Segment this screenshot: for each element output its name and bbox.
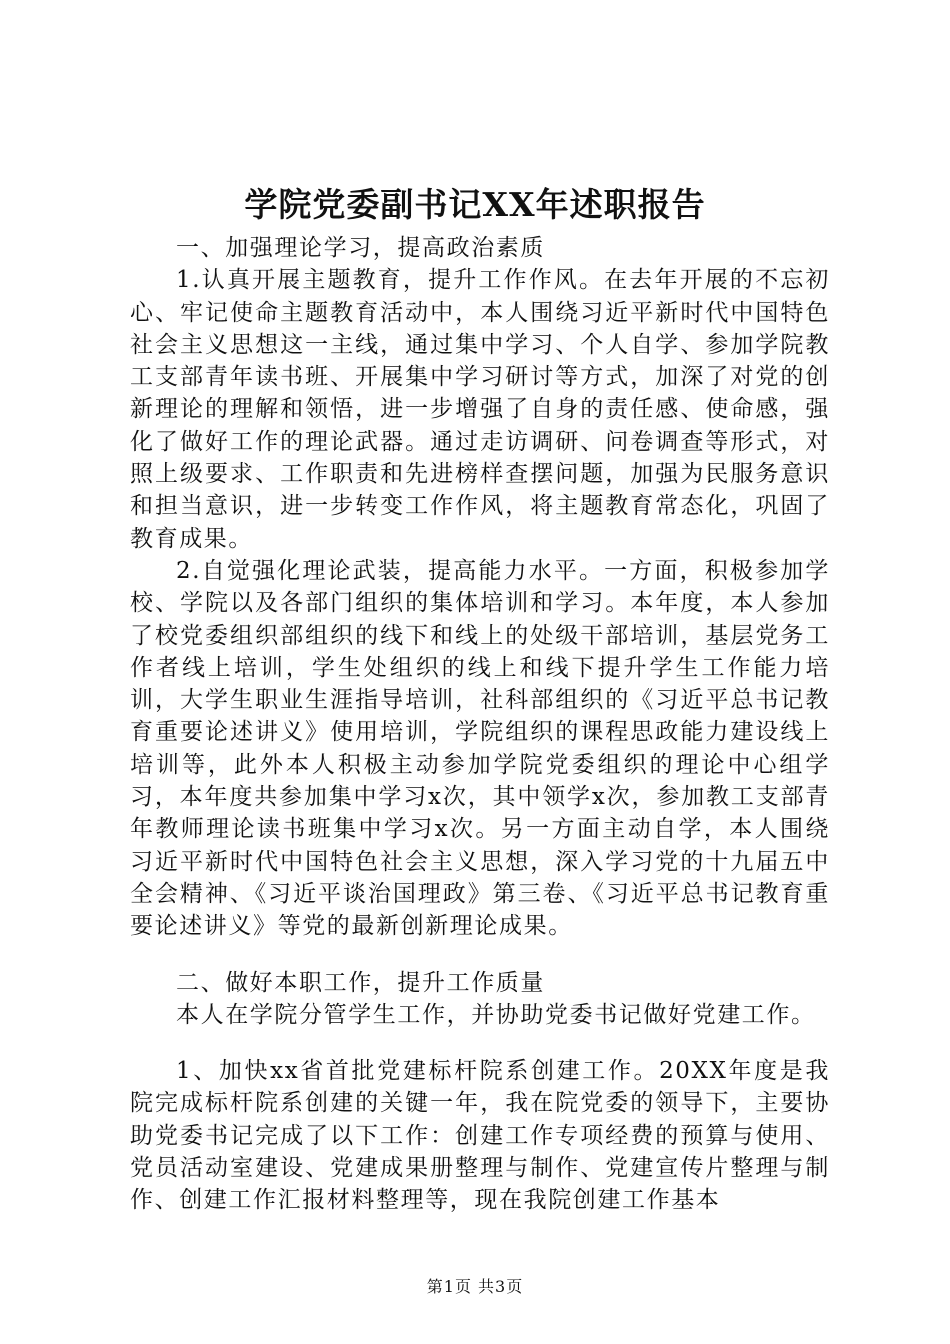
paragraph-gap [130, 943, 830, 967]
paragraph-3: 本人在学院分管学生工作，并协助党委书记做好党建工作。 [176, 1001, 816, 1028]
paragraph-gap [130, 1031, 830, 1055]
paragraph-4: 1、加快xx省首批党建标杆院系创建工作。20XX年度是我院完成标杆院系创建的关键一年，我在院党委的领导下，主要协助党委书记完成了以下工作：创建工作专项经费的预算与使用、党员活动室建设、党建成果册整理与制作、党建宣传片整理与制作、创建工作汇报材料整理等，现在我院创建工作基本 [130, 1058, 830, 1214]
document-title: 学院党委副书记XX年述职报告 [244, 185, 706, 224]
page-footer: 第1页 共3页 [426, 1277, 524, 1296]
section-heading-1: 一、加强理论学习，提高政治素质 [176, 235, 545, 261]
paragraph-1: 1.认真开展主题教育，提升工作作风。在去年开展的不忘初心、牢记使命主题教育活动中，本人围绕习近平新时代中国特色社会主义思想这一主线，通过集中学习、个人自学、参加学院教工支部青年读书班、开展集中学习研讨等方式，加深了对党的创新理论的理解和领悟，进一步增强了自身的责任感、使命感，强化了做好工作的理论武器。通过走访调研、问卷调查等形式，对照上级要求、工作职责和先进榜样查摆问题，加强为民服务意识和担当意识，进一步转变工作作风，将主题教育常态化，巩固了教育成果。 [130, 267, 830, 552]
section-heading-2: 二、做好本职工作，提升工作质量 [176, 969, 545, 996]
paragraph-2: 2.自觉强化理论武装，提高能力水平。一方面，积极参加学校、学院以及各部门组织的集体培训和学习。本年度，本人参加了校党委组织部组织的线下和线上的处级干部培训，基层党务工作者线上培训，学生处组织的线上和线下提升学生工作能力培训，大学生职业生涯指导培训，社科部组织的《习近平总书记教育重要论述讲义》使用培训，学院组织的课程思政能力建设线上培训等，此外本人积极主动参加学院党委组织的理论中心组学习，本年度共参加集中学习x次，其中领学x次，参加教工支部青年教师理论读书班集中学习x次。另一方面主动自学，本人围绕习近平新时代中国特色社会主义思想，深入学习党的十九届五中全会精神、《习近平谈治国理政》第三卷、《习近平总书记教育重要论述讲义》等党的最新创新理论成果。 [130, 557, 830, 940]
document-body [130, 232, 830, 1217]
